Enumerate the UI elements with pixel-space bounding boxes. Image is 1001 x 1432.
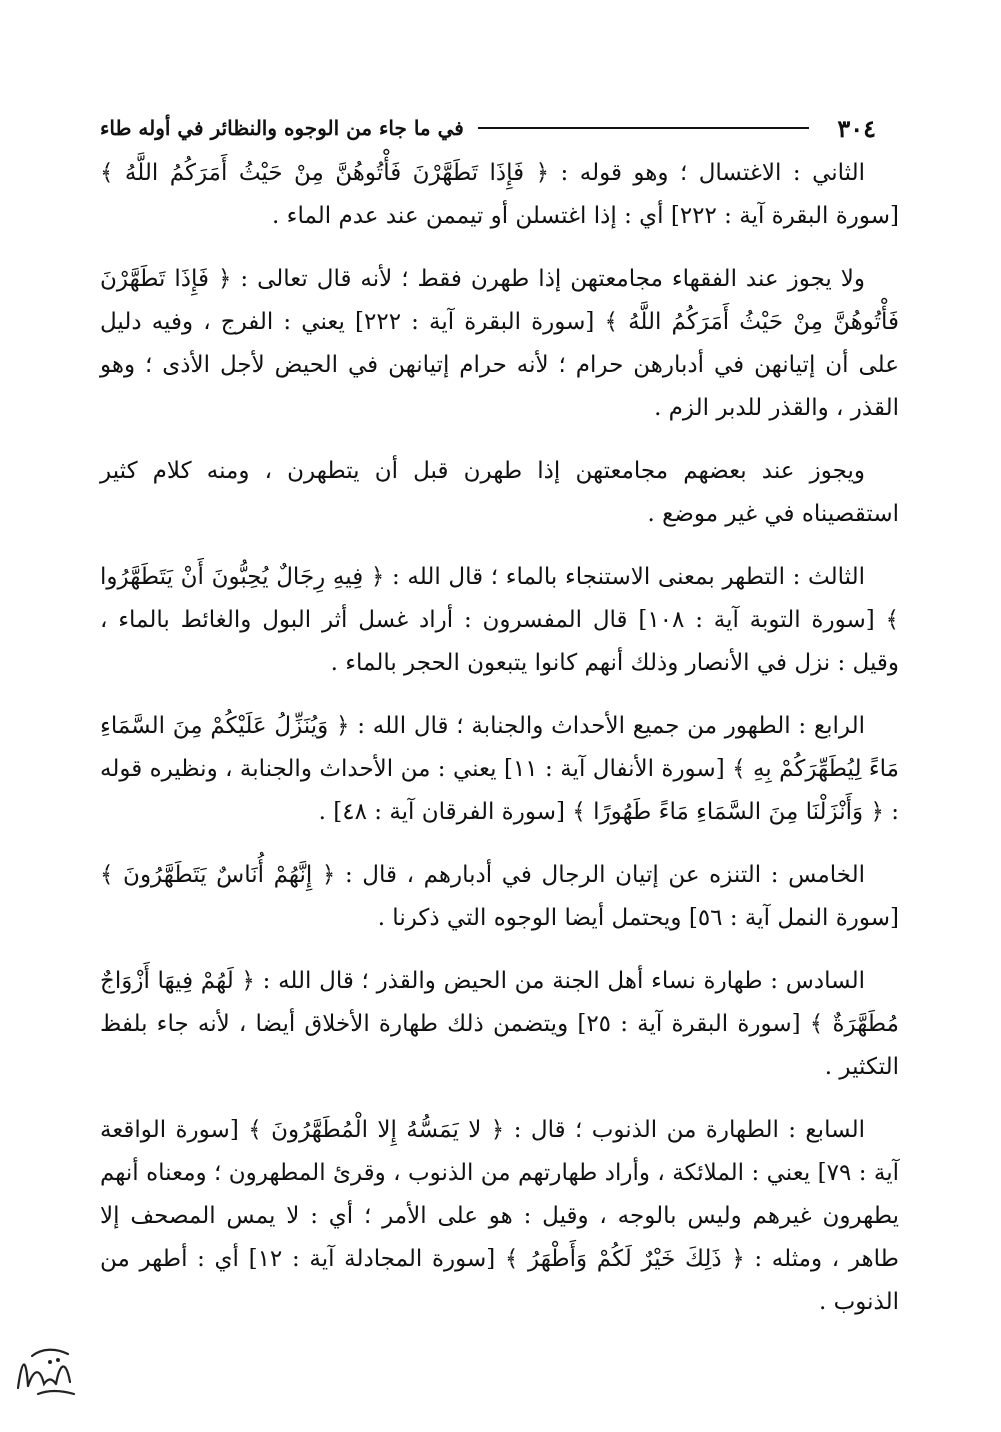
page-body <box>100 152 899 1344</box>
paragraph-third: الثالث : التطهر بمعنى الاستنجاء بالماء ؛ قال الله : ﴿ فِيهِ رِجَالٌ يُحِبُّونَ أَنْ يَتَطَهَّرُوا ﴾ [سورة التوبة آية : ١٠٨] قال المفسرون : أراد غسل أثر البول والغائط بالماء ، وقيل : نزل في الأنصار وذلك أنهم كانوا يتبعون الحجر بالماء . <box>100 564 899 676</box>
paragraph-seventh: السابع : الطهارة من الذنوب ؛ قال : ﴿ لا يَمَسُّهُ إِلا الْمُطَهَّرُونَ ﴾ [سورة الواقعة آية : ٧٩] يعني : الملائكة ، وأراد طهارتهم من الذنوب ، وقرئ المطهرون ؛ ومعناه أنهم يطهرون غيرهم وليس بالوجه ، وقيل : هو على الأمر ؛ أي : لا يمس المصحف إلا طاهر ، ومثله : ﴿ ذَلِكَ خَيْرٌ لَكُمْ وَأَطْهَرُ ﴾ [سورة المجادلة آية : ١٢] أي : أطهر من الذنوب . <box>100 1117 899 1315</box>
library-seal-logo <box>12 1338 82 1398</box>
paragraph-some-permit: ويجوز عند بعضهم مجامعتهن إذا طهرن قبل أن يتطهرن ، ومنه كلام كثير استقصيناه في غير موضع . <box>100 458 899 527</box>
paragraph-fourth: الرابع : الطهور من جميع الأحداث والجنابة ؛ قال الله : ﴿ وَيُنَزِّلُ عَلَيْكُمْ مِنَ السَّمَاءِ مَاءً لِيُطَهِّرَكُمْ بِهِ ﴾ [سورة الأنفال آية : ١١] يعني : من الأحداث والجنابة ، ونظيره قوله : ﴿ وَأَنْزَلْنَا مِنَ السَّمَاءِ مَاءً طَهُورًا ﴾ [سورة الفرقان آية : ٤٨] . <box>100 713 899 825</box>
page-header <box>100 108 876 148</box>
header-rule <box>478 127 810 129</box>
page-number: ٣٠٤ <box>837 113 876 143</box>
paragraph-sixth: السادس : طهارة نساء أهل الجنة من الحيض والقذر ؛ قال الله : ﴿ لَهُمْ فِيهَا أَزْوَاجٌ مُطَهَّرَةٌ ﴾ [سورة البقرة آية : ٢٥] ويتضمن ذلك طهارة الأخلاق أيضا ، لأنه جاء بلفظ التكثير . <box>100 968 899 1080</box>
running-title: في ما جاء من الوجوه والنظائر في أوله طاء <box>100 116 464 140</box>
paragraph-fuqaha: ولا يجوز عند الفقهاء مجامعتهن إذا طهرن فقط ؛ لأنه قال تعالى : ﴿ فَإِذَا تَطَهَّرْنَ فَأْتُوهُنَّ مِنْ حَيْثُ أَمَرَكُمُ اللَّهُ ﴾ [سورة البقرة آية : ٢٢٢] يعني : الفرج ، وفيه دليل على أن إتيانهن في أدبارهن حرام ؛ لأنه حرام إتيانهن في الحيض لأجل الأذى ؛ وهو القذر ، والقذر للدبر الزم . <box>100 266 900 421</box>
paragraph-fifth: الخامس : التنزه عن إتيان الرجال في أدبارهم ، قال : ﴿ إِنَّهُمْ أُنَاسٌ يَتَطَهَّرُونَ ﴾ [سورة النمل آية : ٥٦] ويحتمل أيضا الوجوه التي ذكرنا . <box>100 862 899 931</box>
paragraph-second: الثاني : الاغتسال ؛ وهو قوله : ﴿ فَإِذَا تَطَهَّرْنَ فَأْتُوهُنَّ مِنْ حَيْثُ أَمَرَكُمُ اللَّهُ ﴾ [سورة البقرة آية : ٢٢٢] أي : إذا اغتسلن أو تيممن عند عدم الماء . <box>100 160 899 229</box>
